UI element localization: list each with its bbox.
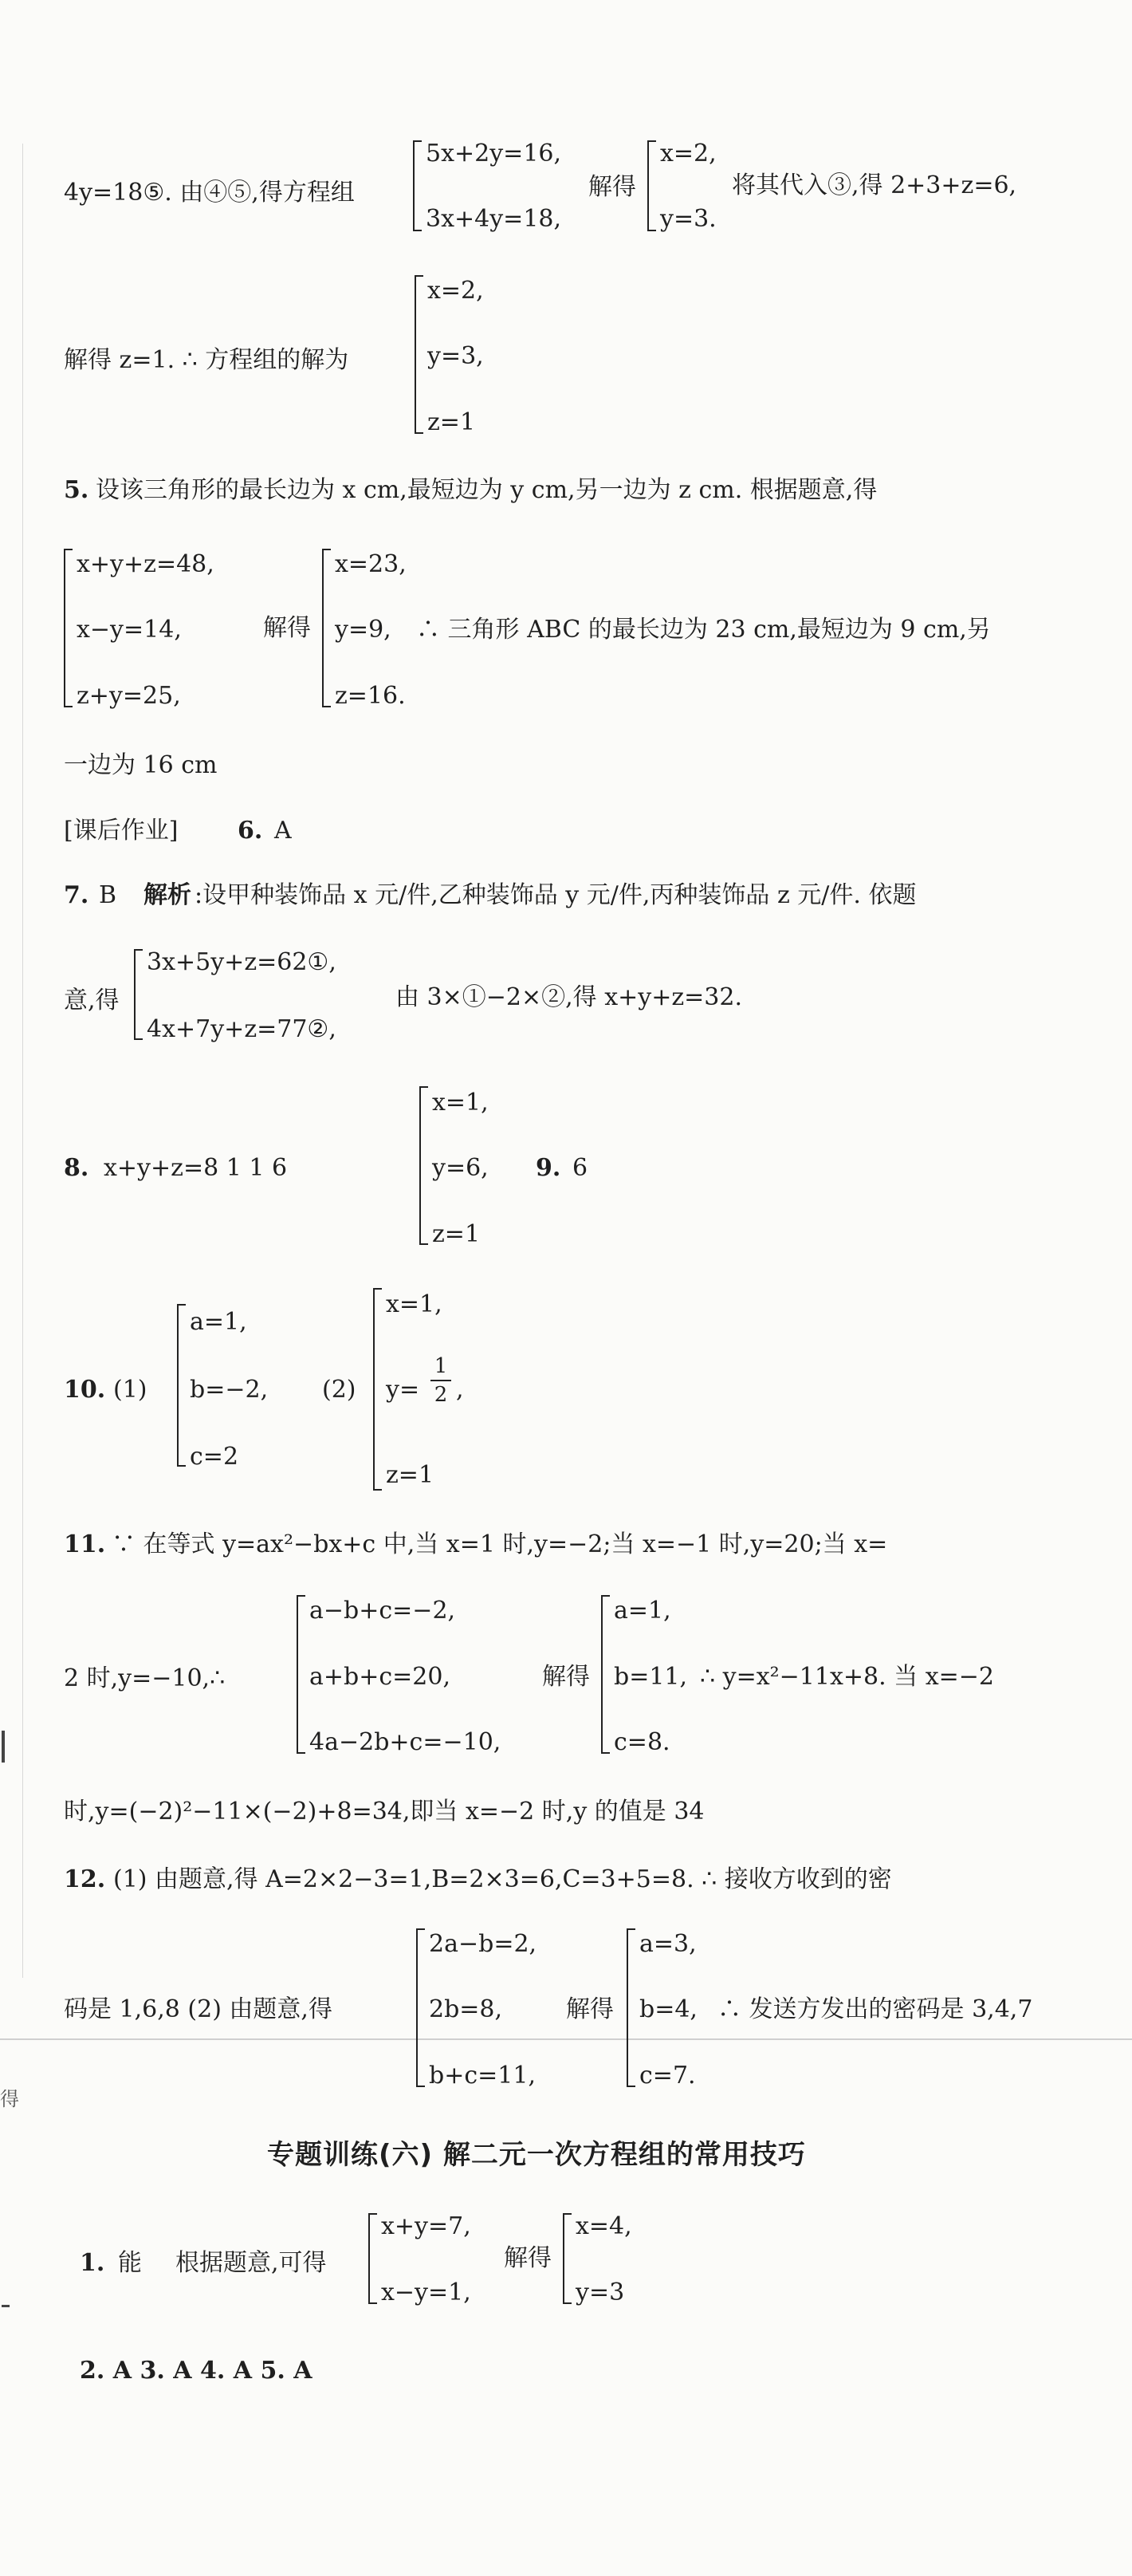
question-number: 9. [536, 1154, 561, 1182]
solution: x=4, [576, 2212, 632, 2240]
equation: b+c=11, [429, 2062, 536, 2090]
text-line: 由 3×①−2×②,得 x+y+z=32. [395, 983, 742, 1011]
equation: 2a−b=2, [429, 1930, 537, 1958]
solution: b=4, [639, 1995, 698, 2023]
system-brace [177, 1304, 186, 1467]
question-number: 12. [64, 1865, 106, 1893]
question-number: 10. [64, 1376, 106, 1404]
system-brace [297, 1595, 305, 1754]
solution: y=3, [427, 342, 484, 370]
equation: 3x+5y+z=62①, [147, 948, 336, 976]
equation: z+y=25, [77, 682, 181, 710]
solution: c=2 [190, 1443, 239, 1471]
solution: y=9, [335, 616, 391, 644]
text-line: 4y=18⑤. 由④⑤,得方程组 [64, 179, 355, 207]
margin-mark [2, 2305, 10, 2307]
solution: x=23, [335, 550, 407, 578]
answer: x+y+z=8 1 1 6 [104, 1154, 288, 1182]
text-line: 解得 [588, 173, 636, 201]
equation: x+y=7, [381, 2212, 471, 2240]
solution: z=1 [427, 408, 476, 436]
solution: x=2, [660, 140, 717, 167]
text-line: 一边为 16 cm [64, 751, 218, 779]
solution: y=6, [432, 1154, 489, 1182]
margin-mark [2, 1731, 5, 1763]
solution: a=3, [639, 1930, 697, 1958]
equation: 2b=8, [429, 1995, 503, 2023]
fraction [430, 1356, 451, 1405]
section-title: 专题训练(六) 解二元一次方程组的常用技巧 [267, 2139, 806, 2171]
system-brace [627, 1928, 635, 2087]
system-brace [416, 1928, 425, 2087]
equation: 4a−2b+c=−10, [309, 1728, 501, 1756]
equation: x+y+z=48, [77, 550, 214, 578]
question-number: 1. [80, 2249, 105, 2277]
text-line: 2 时,y=−10,∴ [64, 1664, 226, 1692]
system-brace [413, 140, 422, 231]
answer: 6 [572, 1154, 588, 1182]
solution: z=1 [432, 1220, 481, 1248]
part-label: (2) [322, 1376, 356, 1404]
question-number: 6. [238, 817, 263, 845]
text-line: ∴ y=x²−11x+8. 当 x=−2 [700, 1663, 994, 1691]
system-brace [647, 140, 656, 231]
solution: , [456, 1376, 464, 1404]
separator-line [0, 2038, 1132, 2040]
text-line: 时,y=(−2)²−11×(−2)+8=34,即当 x=−2 时,y 的值是 34 [64, 1798, 705, 1826]
system-brace [64, 549, 73, 707]
solution: c=8. [614, 1728, 670, 1756]
fraction-numerator: 1 [434, 1354, 448, 1378]
section-label: [课后作业] [64, 817, 179, 845]
equation: 5x+2y=16, [426, 140, 562, 167]
text-line: ∵ 在等式 y=ax²−bx+c 中,当 x=1 时,y=−2;当 x=−1 时,y=20;当 x= [112, 1530, 888, 1558]
answer: 能 [118, 2249, 142, 2277]
text-line: 意,得 [64, 987, 120, 1014]
text-line: 根据题意,可得 [175, 2249, 327, 2277]
system-brace [134, 949, 143, 1040]
text-line: 解得 z=1. ∴ 方程组的解为 [64, 346, 349, 374]
solution: c=7. [639, 2062, 696, 2090]
answer: B [99, 881, 117, 909]
text-line: 解得 [566, 1995, 614, 2023]
equation: x−y=1, [381, 2279, 471, 2306]
text-line: (1) 由题意,得 A=2×2−3=1,B=2×3=6,C=3+5=8. ∴ 接收方收到的密 [113, 1865, 892, 1893]
equation: x−y=14, [77, 616, 182, 644]
text-line: ∴ 三角形 ABC 的最长边为 23 cm,最短边为 9 cm,另 [416, 616, 991, 644]
question-number: 11. [64, 1530, 106, 1558]
question-number: 7. [64, 881, 89, 909]
system-brace [601, 1595, 610, 1754]
system-brace [415, 275, 423, 434]
fraction-bar [430, 1380, 451, 1381]
margin-char: 得 [0, 2088, 19, 2110]
answer: A [274, 817, 292, 845]
solution: b=11, [614, 1663, 688, 1691]
solution: y=3. [660, 205, 717, 233]
text-line: 解得 [542, 1663, 590, 1691]
text-line: 解得 [263, 614, 311, 642]
solution: x=1, [386, 1290, 442, 1318]
solution: x=1, [432, 1089, 489, 1117]
solution: z=1 [386, 1461, 434, 1489]
solution: y=3 [576, 2279, 625, 2306]
system-brace [373, 1288, 382, 1491]
part-label: (1) [113, 1376, 147, 1404]
equation: a+b+c=20, [309, 1663, 451, 1691]
solution: a=1, [190, 1308, 247, 1336]
equation: 3x+4y=18, [426, 205, 562, 233]
system-brace [368, 2213, 377, 2304]
solution: x=2, [427, 277, 484, 305]
question-number: 8. [64, 1154, 89, 1182]
system-brace [419, 1086, 428, 1245]
text-line: 解得 [504, 2244, 552, 2272]
text-line: ∴ 发送方发出的密码是 3,4,7 [717, 1995, 1033, 2023]
text-line: 将其代入③,得 2+3+z=6, [732, 171, 1017, 199]
text-line: 设该三角形的最长边为 x cm,最短边为 y cm,另一边为 z cm. 根据题意,得 [96, 476, 878, 504]
system-brace [563, 2213, 572, 2304]
answers-line: 2. A 3. A 4. A 5. A [80, 2357, 312, 2385]
system-brace [322, 549, 331, 707]
equation: 4x+7y+z=77②, [147, 1015, 336, 1043]
solution: y= [386, 1376, 420, 1404]
equation: a−b+c=−2, [309, 1597, 456, 1625]
question-number: 5. [64, 476, 89, 504]
analysis-label: 解析 [143, 881, 191, 909]
text-line: 码是 1,6,8 (2) 由题意,得 [64, 1995, 332, 2023]
solution: b=−2, [190, 1376, 269, 1404]
text-line: :设甲种装饰品 x 元/件,乙种装饰品 y 元/件,丙种装饰品 z 元/件. 依题 [195, 881, 917, 909]
fraction-denominator: 2 [434, 1383, 448, 1407]
left-page-edge [22, 144, 23, 1978]
solution: a=1, [614, 1597, 671, 1625]
solution: z=16. [335, 682, 406, 710]
